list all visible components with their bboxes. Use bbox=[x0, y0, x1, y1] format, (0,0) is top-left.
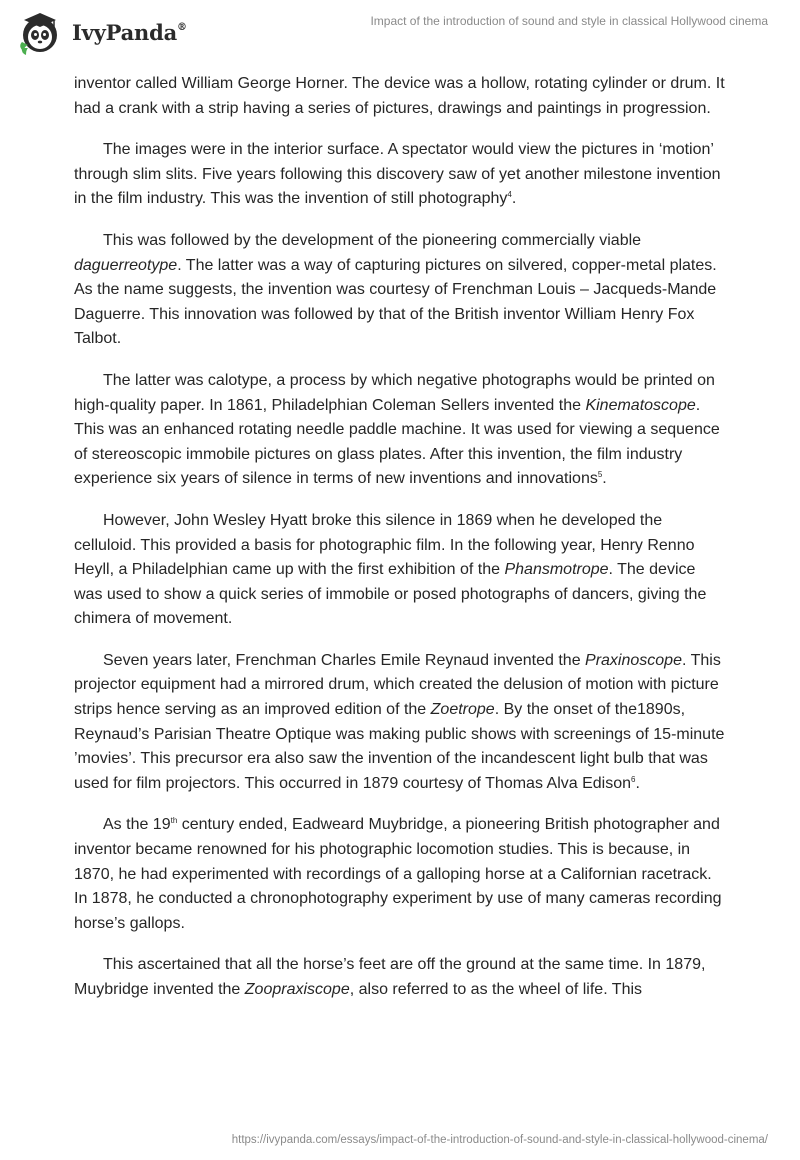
footnote-ref: 5 bbox=[597, 470, 603, 480]
paragraph: The latter was calotype, a process by which negative photographs would be printed on high-quality paper. In 1861, Philadelphian Coleman Sellers invented the Kinematoscope. This was an enhanced rotating needle paddle machine. It was used for viewing a sequence of stereoscopic immobile pictures on glass plates. After this invention, the film industry experience six years of silence in terms of new inventions and innovations$^5$. bbox=[74, 371, 720, 488]
essay-body bbox=[74, 72, 726, 1020]
paragraph: As the 19th century ended, Eadweard Muybridge, a pioneering British photographer and inventor became renowned for his photographic locomotion studies. This is because, in 1870, he had experimented with recordings of a galloping horse at a Californian racetrack. In 1878, he conducted a chronophotography experiment by use of many cameras recording horse’s gallops. bbox=[74, 816, 722, 932]
document-title: Impact of the introduction of sound and style in classical Hollywood cinema bbox=[370, 14, 768, 28]
paragraph: Seven years later, Frenchman Charles Emile Reynaud invented the Praxinoscope. This projector equipment had a mirrored drum, which created the delusion of motion with picture strips hence serving as an improved edition of the Zoetrope. By the onset of the1890s, Reynaud’s Parisian Theatre Optique was making public shows with screenings of 15-minute ’movies’. This precursor era also saw the invention of the incandescent light bulb that was used for film projectors. This occurred in 1879 courtesy of Thomas Alva Edison$^6$. bbox=[74, 651, 725, 792]
paragraph: However, John Wesley Hyatt broke this silence in 1869 when he developed the celluloid. This provided a basis for photographic film. In the following year, Henry Renno Heyll, a Philadelphian came up with the first exhibition of the Phansmotrope. The device was used to show a quick series of immobile or posed photographs of dancers, giving the chimera of movement. bbox=[74, 511, 707, 628]
page-header bbox=[0, 0, 800, 70]
source-url[interactable]: https://ivypanda.com/essays/impact-of-the-introduction-of-sound-and-style-in-classical-hollywood-cinema/ bbox=[231, 1134, 768, 1146]
logo-text: IvyPanda® bbox=[72, 19, 187, 45]
footnote-ref: 4 bbox=[507, 190, 512, 200]
paragraph: This was followed by the development of the pioneering commercially viable daguerreotype. The latter was a way of capturing pictures on silvered, copper-metal plates. As the name suggests, the invention was courtesy of Frenchman Louis – Jacqueds-Mande Daguerre. This innovation was followed by that of the British inventor William Henry Fox Talbot. bbox=[74, 231, 717, 348]
footnote-ref: 6 bbox=[631, 774, 636, 784]
paragraph: This ascertained that all the horse’s feet are off the ground at the same time. In 1879, Muybridge invented the Zoopraxiscope, also referred to as the wheel of life. This bbox=[74, 956, 706, 998]
ivypanda-logo[interactable] bbox=[16, 8, 187, 56]
paragraph: The images were in the interior surface. A spectator would view the pictures in ‘motion’ through slim slits. Five years following this discovery saw of yet another milestone invention in the film industry. This was the invention of still photography$^4$. bbox=[74, 141, 721, 208]
paragraph: inventor called William George Horner. The device was a hollow, rotating cylinder or drum. It had a crank with a strip having a series of pictures, drawings and paintings in progression. bbox=[74, 75, 725, 117]
panda-logo-icon bbox=[16, 8, 64, 56]
